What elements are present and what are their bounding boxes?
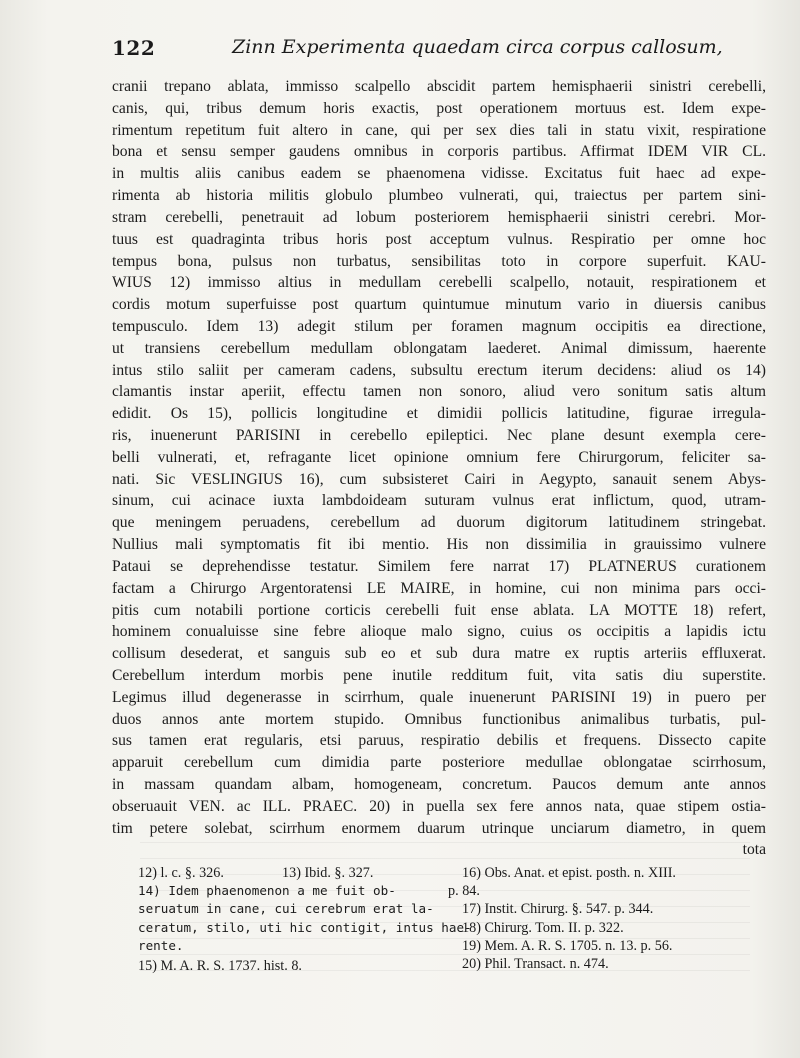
text-line: nati. Sic VESLINGIUS 16), cum subsisteret Cairi in Aegypto, sanauit senem Abys- — [112, 470, 766, 488]
page-header — [112, 36, 772, 66]
text-line: in multis aliis canibus eadem se phaenomena vidisse. Excitatus fuit haec ad expe- — [112, 165, 766, 183]
text-line: edidit. Os 15), pollicis longitudine et dimidii pollicis latitudine, figurae irregula- — [112, 405, 766, 423]
text-line: WIUS 12) immisso altius in medullam cerebelli scalpello, notauit, respirationem et — [112, 274, 766, 292]
text-line: que meningem peruadens, cerebellum ad duorum digitorum latitudinem stringebat. — [112, 514, 766, 532]
text-line: belli vulnerati, et, refragante licet opinione omnium fere Chirurgorum, feliciter sa- — [112, 448, 766, 466]
main-text — [112, 76, 766, 861]
page-number: 122 — [112, 36, 156, 60]
text-line: rimentum repetitum fuit altero in cane, qui per sex dies tali in statu vixit, respiratione — [112, 121, 766, 139]
footnote-line: 13) Ibid. §. 327. — [282, 865, 374, 881]
text-line: rimenta ab historia militis globulo plumbeo vulnerati, qui, traiectus per partem sini- — [112, 187, 766, 205]
text-line: sus tamen erat regularis, etsi paruus, respiratio debilis et frequens. Dissecto capite — [112, 732, 766, 750]
footnote-line: 17) Instit. Chirurg. §. 547. p. 344. — [462, 901, 654, 918]
text-line: Nullius mali symptomatis fit ibi mentio. His non dissimilia in grauissimo vulnere — [112, 536, 766, 554]
text-line: bona et sensu semper gaudens omnibus in corporis partibus. Affirmat IDEM VIR CL. — [112, 143, 766, 161]
text-line: factam a Chirurgo Argentoratensi LE MAIRE, in homine, cui non minima pars occi- — [112, 579, 766, 597]
text-line: in massam quandam albam, homogeneam, concretum. Paucos demum ante annos — [112, 776, 766, 793]
footnotes-column-right — [448, 864, 772, 973]
text-line: collisum desederat, et sanguis sub eo et sub dura matre ex ruptis arteriis effluxerat. — [112, 645, 766, 663]
text-line: Legimus illud degenerasse in scirrhum, quale inuenerunt PARISINI 19) in puero per — [112, 688, 766, 706]
text-line: stram cerebelli, penetrauit ad lobum posteriorem hemisphaerii sinistri cerebri. Mor- — [112, 208, 766, 226]
text-line: tuus est quadraginta tribus horis post acceptum vulnus. Respiratio per omne hoc — [112, 230, 766, 248]
footnote-line: rente. — [138, 937, 184, 953]
text-line: tim petere solebat, scirrhum enormem duarum utrinque unciarum diametro, in quem — [112, 819, 766, 837]
text-line: hominem conualuisse sine febre alioque malo signo, cuius os occipitis a lapidis ictu — [112, 623, 766, 641]
text-line: duos annos ante mortem stupido. Omnibus functionibus animalibus turbatis, pul- — [112, 710, 766, 728]
footnote-line: ceratum, stilo, uti hic contigit, intus hae- — [138, 919, 472, 935]
footnote-line: 20) Phil. Transact. n. 474. — [462, 955, 609, 972]
footnote-line: 15) M. A. R. S. 1737. hist. 8. — [138, 957, 302, 974]
text-line: apparuit cerebellum cum dimidia parte posteriore medullae oblongatae scirrhosum, — [112, 754, 766, 772]
text-line: tempusculo. Idem 13) adegit stilum per foramen magnum occipitis ea directione, — [112, 317, 766, 335]
footnote-line: 14) Idem phaenomenon a me fuit ob- — [138, 883, 396, 899]
text-line: sinum, cui acinace iuxta lambdoideam suturam vulnus erat inflictum, quod, utram- — [112, 492, 766, 510]
text-line: intus stilo saliit per cameram cadens, subsultu erectum iterum decidens: aliud os 14) — [112, 361, 766, 379]
text-line: Pataui se deprehendisse testatur. Similem fere narrat 17) PLATNERUS curationem — [112, 557, 766, 575]
footnote-line: 12) l. c. §. 326. — [138, 865, 224, 881]
footnote-line: 19) Mem. A. R. S. 1705. n. 13. p. 56. — [462, 937, 673, 954]
footnote-line: seruatum in cane, cui cerebrum erat la- — [138, 901, 434, 917]
text-line: ut transiens cerebellum medullam oblongatam laederet. Animal dimissum, haerente — [112, 339, 766, 357]
text-line: tempus bona, pulsus non turbatus, sensibilitas toto in corpore superfuit. KAU- — [112, 252, 766, 270]
text-line: cordis motum superfuisse post quartum quintumue minutum vario in diuersis canibus — [112, 296, 766, 314]
text-line: tota — [742, 841, 766, 859]
text-line: cranii trepano ablata, immisso scalpello abscidit partem hemisphaerii sinistri cerebelli, — [112, 78, 766, 95]
text-line: ris, inuenerunt PARISINI in cerebello epileptici. Nec plane desunt exempla cere- — [112, 427, 766, 444]
text-line: obseruauit VEN. ac ILL. PRAEC. 20) in puella sex fere annos nata, quae stipem ostia- — [112, 797, 766, 815]
footnote-line: 18) Chirurg. Tom. II. p. 322. — [462, 919, 624, 936]
footnotes — [112, 864, 772, 984]
footnote-line: p. 84. — [448, 883, 480, 900]
footnote-line: 16) Obs. Anat. et epist. posth. n. XIII. — [462, 865, 676, 881]
running-head: Zinn Experimenta quaedam circa corpus callosum, — [232, 36, 723, 58]
text-line: pitis cum notabili portione corticis cerebelli fuit ense ablata. LA MOTTE 18) refert, — [112, 601, 766, 619]
footnotes-column-left-inline — [282, 864, 402, 882]
text-line: canis, qui, tribus demum horis exactis, post operationem mortuus est. Idem expe- — [112, 99, 766, 117]
text-line: Cerebellum interdum morbis pene inutile redditum fuit, vita satis diu superstite. — [112, 666, 766, 684]
text-line: clamantis instar aperiit, effectu tamen non sonoro, aliud vero sonitum satis altum — [112, 383, 766, 401]
